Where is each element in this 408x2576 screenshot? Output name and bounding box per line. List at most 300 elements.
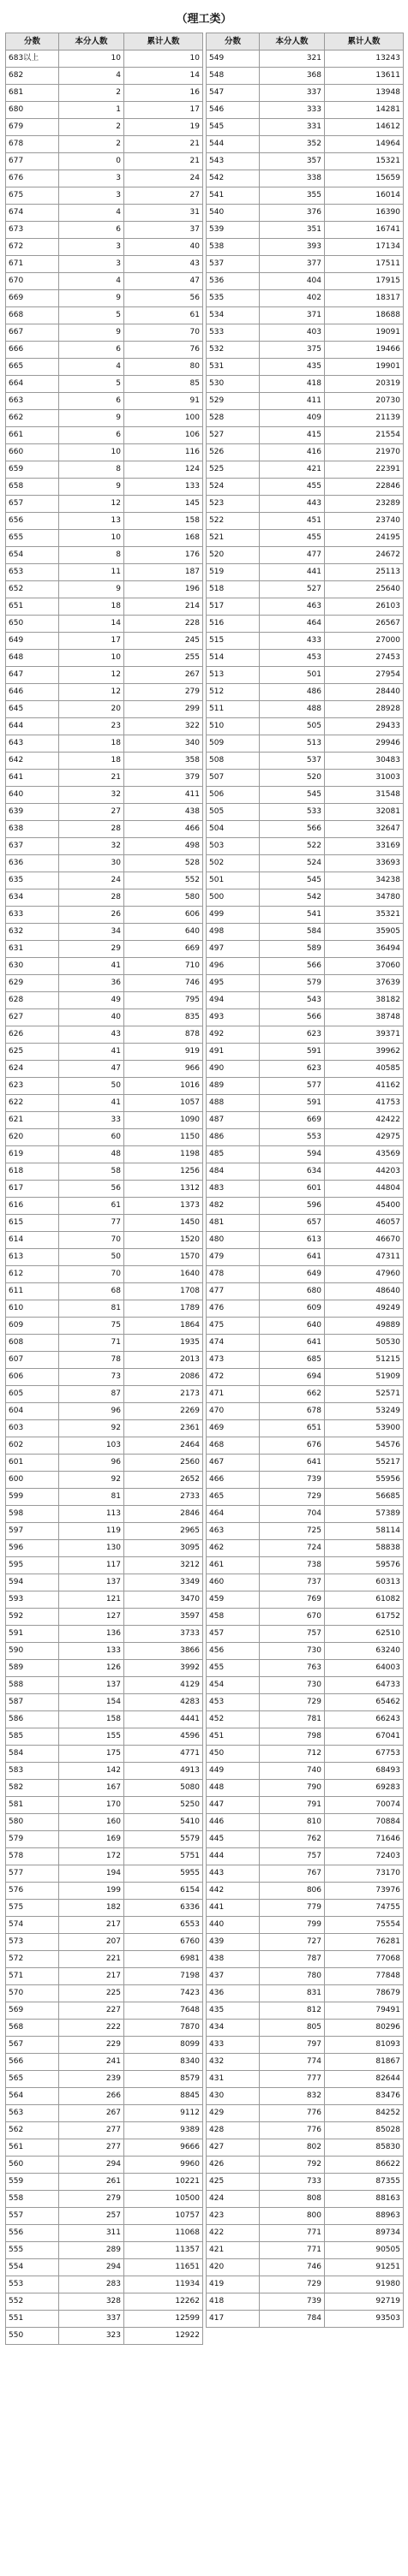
cell-score: 630	[6, 958, 59, 975]
table-row	[207, 1095, 404, 1112]
cell-cumulative: 1864	[124, 1318, 203, 1335]
table-row	[207, 1369, 404, 1386]
cell-score: 626	[6, 1026, 59, 1044]
cell-count: 241	[59, 2054, 124, 2071]
cell-count: 71	[59, 1335, 124, 1352]
cell-count: 172	[59, 1848, 124, 1865]
cell-score: 613	[6, 1249, 59, 1266]
cell-cumulative: 14612	[325, 119, 404, 136]
cell-score: 522	[207, 513, 260, 530]
cell-score: 547	[207, 85, 260, 102]
cell-count: 50	[59, 1249, 124, 1266]
table-row	[207, 1523, 404, 1540]
cell-count: 601	[260, 1181, 325, 1198]
cell-count: 577	[260, 1078, 325, 1095]
table-row	[6, 2225, 203, 2242]
table-row	[6, 1146, 203, 1163]
cell-cumulative: 40	[124, 239, 203, 256]
cell-score: 566	[6, 2054, 59, 2071]
table-row	[6, 838, 203, 855]
cell-cumulative: 6553	[124, 1917, 203, 1934]
cell-count: 676	[260, 1437, 325, 1455]
table-row	[6, 1643, 203, 1660]
cell-cumulative: 76	[124, 342, 203, 359]
cell-cumulative: 80	[124, 359, 203, 376]
cell-score: 479	[207, 1249, 260, 1266]
cell-cumulative: 43	[124, 256, 203, 273]
cell-count: 47	[59, 1061, 124, 1078]
cell-score: 594	[6, 1574, 59, 1591]
cell-count: 680	[260, 1283, 325, 1300]
cell-cumulative: 88963	[325, 2208, 404, 2225]
table-row	[6, 2037, 203, 2054]
cell-count: 357	[260, 153, 325, 170]
cell-cumulative: 77848	[325, 1968, 404, 1985]
cell-score: 504	[207, 821, 260, 838]
cell-score: 439	[207, 1934, 260, 1951]
cell-score: 478	[207, 1266, 260, 1283]
cell-count: 121	[59, 1591, 124, 1609]
table-row	[207, 1455, 404, 1472]
cell-count: 321	[260, 51, 325, 68]
cell-count: 130	[59, 1540, 124, 1557]
table-row	[6, 975, 203, 992]
cell-cumulative: 75554	[325, 1917, 404, 1934]
cell-cumulative: 85028	[325, 2122, 404, 2139]
table-row	[6, 1266, 203, 1283]
cell-score: 564	[6, 2088, 59, 2105]
table-row	[6, 513, 203, 530]
cell-count: 651	[260, 1420, 325, 1437]
cell-score: 420	[207, 2259, 260, 2276]
cell-score: 506	[207, 787, 260, 804]
cell-cumulative: 279	[124, 684, 203, 701]
table-row	[207, 616, 404, 633]
cell-score: 470	[207, 1403, 260, 1420]
cell-count: 799	[260, 1917, 325, 1934]
cell-score: 421	[207, 2242, 260, 2259]
cell-count: 28	[59, 821, 124, 838]
cell-cumulative: 51215	[325, 1352, 404, 1369]
table-row	[207, 1078, 404, 1095]
header-score: 分数	[6, 33, 59, 51]
cell-score: 521	[207, 530, 260, 547]
cell-count: 404	[260, 273, 325, 290]
cell-cumulative: 85	[124, 376, 203, 393]
table-row	[207, 239, 404, 256]
cell-score: 606	[6, 1369, 59, 1386]
cell-score: 432	[207, 2054, 260, 2071]
table-row	[6, 1318, 203, 1335]
cell-score: 592	[6, 1609, 59, 1626]
cell-cumulative: 48640	[325, 1283, 404, 1300]
table-row	[6, 1780, 203, 1797]
cell-cumulative: 79491	[325, 2002, 404, 2020]
table-row	[6, 68, 203, 85]
cell-count: 545	[260, 787, 325, 804]
table-row	[207, 85, 404, 102]
cell-count: 2	[59, 85, 124, 102]
table-row	[207, 2276, 404, 2293]
cell-score: 512	[207, 684, 260, 701]
table-row	[6, 1523, 203, 1540]
cell-score: 658	[6, 479, 59, 496]
cell-cumulative: 64733	[325, 1677, 404, 1694]
cell-score: 607	[6, 1352, 59, 1369]
cell-score: 535	[207, 290, 260, 307]
header-cumulative: 累计人数	[325, 33, 404, 51]
cell-count: 641	[260, 1335, 325, 1352]
cell-cumulative: 21970	[325, 444, 404, 461]
cell-cumulative: 27954	[325, 667, 404, 684]
table-row	[6, 1112, 203, 1129]
cell-count: 50	[59, 1078, 124, 1095]
cell-score: 429	[207, 2105, 260, 2122]
cell-cumulative: 80296	[325, 2020, 404, 2037]
cell-count: 533	[260, 804, 325, 821]
table-row	[6, 1660, 203, 1677]
cell-score: 428	[207, 2122, 260, 2139]
cell-cumulative: 9112	[124, 2105, 203, 2122]
cell-score: 433	[207, 2037, 260, 2054]
table-row	[6, 1763, 203, 1780]
cell-cumulative: 83476	[325, 2088, 404, 2105]
cell-cumulative: 92719	[325, 2293, 404, 2311]
cell-cumulative: 21	[124, 153, 203, 170]
cell-score: 662	[6, 410, 59, 427]
table-row	[207, 2293, 404, 2311]
cell-cumulative: 16	[124, 85, 203, 102]
table-row	[207, 1917, 404, 1934]
cell-score: 646	[6, 684, 59, 701]
cell-cumulative: 7423	[124, 1985, 203, 2002]
cell-count: 662	[260, 1386, 325, 1403]
table-row	[6, 941, 203, 958]
table-row	[207, 2054, 404, 2071]
cell-count: 75	[59, 1318, 124, 1335]
cell-cumulative: 3733	[124, 1626, 203, 1643]
table-row	[6, 1352, 203, 1369]
cell-score: 669	[6, 290, 59, 307]
table-row	[6, 410, 203, 427]
cell-count: 704	[260, 1506, 325, 1523]
cell-cumulative: 66243	[325, 1711, 404, 1728]
cell-score: 657	[6, 496, 59, 513]
cell-cumulative: 2733	[124, 1489, 203, 1506]
cell-cumulative: 38182	[325, 992, 404, 1009]
table-row	[6, 2328, 203, 2345]
cell-count: 266	[59, 2088, 124, 2105]
cell-count: 160	[59, 1814, 124, 1831]
table-row	[6, 1215, 203, 1232]
table-row	[207, 1386, 404, 1403]
table-body-left	[6, 51, 203, 2345]
cell-cumulative: 32081	[325, 804, 404, 821]
cell-cumulative: 878	[124, 1026, 203, 1044]
cell-count: 566	[260, 1009, 325, 1026]
cell-score: 661	[6, 427, 59, 444]
cell-count: 771	[260, 2225, 325, 2242]
cell-cumulative: 19901	[325, 359, 404, 376]
cell-cumulative: 81867	[325, 2054, 404, 2071]
cell-cumulative: 10	[124, 51, 203, 68]
cell-count: 68	[59, 1283, 124, 1300]
cell-score: 508	[207, 753, 260, 770]
cell-score: 462	[207, 1540, 260, 1557]
cell-cumulative: 40585	[325, 1061, 404, 1078]
table-row	[6, 2208, 203, 2225]
cell-score: 558	[6, 2191, 59, 2208]
cell-score: 501	[207, 872, 260, 889]
table-row	[6, 770, 203, 787]
cell-count: 113	[59, 1506, 124, 1523]
cell-cumulative: 145	[124, 496, 203, 513]
table-row	[6, 170, 203, 187]
cell-cumulative: 358	[124, 753, 203, 770]
cell-count: 194	[59, 1865, 124, 1883]
cell-count: 831	[260, 1985, 325, 2002]
cell-cumulative: 4771	[124, 1746, 203, 1763]
cell-score: 650	[6, 616, 59, 633]
table-row	[6, 992, 203, 1009]
cell-count: 411	[260, 393, 325, 410]
cell-score: 614	[6, 1232, 59, 1249]
table-row	[6, 222, 203, 239]
cell-count: 4	[59, 273, 124, 290]
cell-score: 616	[6, 1198, 59, 1215]
table-row	[6, 701, 203, 718]
cell-cumulative: 58838	[325, 1540, 404, 1557]
cell-count: 28	[59, 889, 124, 907]
cell-score: 586	[6, 1711, 59, 1728]
cell-cumulative: 1789	[124, 1300, 203, 1318]
cell-count: 738	[260, 1557, 325, 1574]
cell-cumulative: 45400	[325, 1198, 404, 1215]
cell-score: 633	[6, 907, 59, 924]
table-row	[6, 1044, 203, 1061]
cell-cumulative: 14	[124, 68, 203, 85]
cell-count: 634	[260, 1163, 325, 1181]
table-row	[6, 1009, 203, 1026]
table-row	[207, 1472, 404, 1489]
cell-cumulative: 84252	[325, 2105, 404, 2122]
cell-score: 509	[207, 735, 260, 753]
cell-score: 672	[6, 239, 59, 256]
cell-count: 167	[59, 1780, 124, 1797]
cell-count: 739	[260, 2293, 325, 2311]
cell-score: 623	[6, 1078, 59, 1095]
cell-cumulative: 23740	[325, 513, 404, 530]
cell-score: 536	[207, 273, 260, 290]
table-row	[207, 1574, 404, 1591]
cell-score: 440	[207, 1917, 260, 1934]
cell-score: 505	[207, 804, 260, 821]
table-row	[6, 102, 203, 119]
cell-count: 32	[59, 838, 124, 855]
cell-cumulative: 49249	[325, 1300, 404, 1318]
cell-cumulative: 59576	[325, 1557, 404, 1574]
cell-count: 87	[59, 1386, 124, 1403]
cell-count: 81	[59, 1300, 124, 1318]
table-row	[207, 753, 404, 770]
cell-cumulative: 91980	[325, 2276, 404, 2293]
cell-cumulative: 196	[124, 581, 203, 598]
table-row	[6, 2259, 203, 2276]
cell-score: 602	[6, 1437, 59, 1455]
cell-count: 5	[59, 376, 124, 393]
cell-cumulative: 10757	[124, 2208, 203, 2225]
table-row	[207, 1061, 404, 1078]
cell-score: 443	[207, 1865, 260, 1883]
cell-score: 476	[207, 1300, 260, 1318]
cell-score: 682	[6, 68, 59, 85]
table-row	[6, 1403, 203, 1420]
cell-count: 791	[260, 1797, 325, 1814]
cell-cumulative: 1198	[124, 1146, 203, 1163]
cell-score: 497	[207, 941, 260, 958]
cell-count: 589	[260, 941, 325, 958]
cell-score: 667	[6, 324, 59, 342]
cell-cumulative: 795	[124, 992, 203, 1009]
table-row	[207, 2157, 404, 2174]
cell-count: 486	[260, 684, 325, 701]
cell-cumulative: 13611	[325, 68, 404, 85]
cell-count: 21	[59, 770, 124, 787]
cell-cumulative: 2652	[124, 1472, 203, 1489]
table-row	[207, 992, 404, 1009]
cell-score: 585	[6, 1728, 59, 1746]
cell-cumulative: 64003	[325, 1660, 404, 1677]
cell-score: 490	[207, 1061, 260, 1078]
cell-cumulative: 82644	[325, 2071, 404, 2088]
table-row	[6, 1369, 203, 1386]
table-row	[207, 581, 404, 598]
cell-cumulative: 19091	[325, 324, 404, 342]
cell-score: 511	[207, 701, 260, 718]
cell-cumulative: 65462	[325, 1694, 404, 1711]
cell-score: 636	[6, 855, 59, 872]
cell-cumulative: 21139	[325, 410, 404, 427]
cell-score: 469	[207, 1420, 260, 1437]
cell-cumulative: 4441	[124, 1711, 203, 1728]
cell-count: 729	[260, 2276, 325, 2293]
cell-count: 337	[59, 2311, 124, 2328]
table-row	[207, 941, 404, 958]
cell-count: 225	[59, 1985, 124, 2002]
table-row	[6, 1609, 203, 1626]
cell-cumulative: 24672	[325, 547, 404, 564]
cell-score: 452	[207, 1711, 260, 1728]
cell-score: 538	[207, 239, 260, 256]
cell-count: 537	[260, 753, 325, 770]
cell-score: 537	[207, 256, 260, 273]
cell-count: 685	[260, 1352, 325, 1369]
cell-count: 455	[260, 479, 325, 496]
cell-count: 522	[260, 838, 325, 855]
cell-cumulative: 14964	[325, 136, 404, 153]
cell-count: 32	[59, 787, 124, 804]
cell-score: 464	[207, 1506, 260, 1523]
cell-score: 627	[6, 1009, 59, 1026]
cell-count: 806	[260, 1883, 325, 1900]
table-row	[6, 2157, 203, 2174]
cell-cumulative: 11651	[124, 2259, 203, 2276]
cell-cumulative: 11357	[124, 2242, 203, 2259]
table-row	[207, 1026, 404, 1044]
cell-count: 2	[59, 136, 124, 153]
cell-score: 510	[207, 718, 260, 735]
cell-count: 727	[260, 1934, 325, 1951]
cell-count: 2	[59, 119, 124, 136]
table-row	[207, 1437, 404, 1455]
cell-cumulative: 12262	[124, 2293, 203, 2311]
cell-count: 402	[260, 290, 325, 307]
cell-score: 555	[6, 2242, 59, 2259]
cell-count: 136	[59, 1626, 124, 1643]
table-row	[207, 1163, 404, 1181]
cell-score: 595	[6, 1557, 59, 1574]
cell-cumulative: 528	[124, 855, 203, 872]
cell-score: 491	[207, 1044, 260, 1061]
cell-score: 459	[207, 1591, 260, 1609]
cell-cumulative: 32647	[325, 821, 404, 838]
cell-count: 70	[59, 1232, 124, 1249]
table-row	[207, 1780, 404, 1797]
cell-cumulative: 411	[124, 787, 203, 804]
table-row	[207, 1232, 404, 1249]
cell-score: 484	[207, 1163, 260, 1181]
cell-count: 18	[59, 598, 124, 616]
table-row	[207, 444, 404, 461]
cell-count: 277	[59, 2139, 124, 2157]
cell-score: 601	[6, 1455, 59, 1472]
cell-cumulative: 53900	[325, 1420, 404, 1437]
table-row	[207, 718, 404, 735]
cell-count: 24	[59, 872, 124, 889]
cell-cumulative: 15321	[325, 153, 404, 170]
cell-score: 499	[207, 907, 260, 924]
table-row	[207, 187, 404, 205]
cell-count: 524	[260, 855, 325, 872]
table-row	[207, 1900, 404, 1917]
cell-count: 6	[59, 427, 124, 444]
cell-count: 337	[260, 85, 325, 102]
cell-cumulative: 5955	[124, 1865, 203, 1883]
cell-cumulative: 379	[124, 770, 203, 787]
cell-score: 654	[6, 547, 59, 564]
cell-count: 328	[59, 2293, 124, 2311]
score-table-left	[5, 33, 203, 2345]
cell-score: 635	[6, 872, 59, 889]
table-row	[6, 2293, 203, 2311]
cell-cumulative: 3349	[124, 1574, 203, 1591]
cell-cumulative: 34780	[325, 889, 404, 907]
cell-score: 455	[207, 1660, 260, 1677]
cell-score: 674	[6, 205, 59, 222]
cell-count: 729	[260, 1489, 325, 1506]
cell-score: 587	[6, 1694, 59, 1711]
table-row	[207, 2259, 404, 2276]
cell-count: 142	[59, 1763, 124, 1780]
cell-score: 523	[207, 496, 260, 513]
cell-cumulative: 1450	[124, 1215, 203, 1232]
cell-count: 377	[260, 256, 325, 273]
table-row	[207, 2037, 404, 2054]
cell-count: 566	[260, 958, 325, 975]
cell-cumulative: 93503	[325, 2311, 404, 2328]
cell-count: 217	[59, 1968, 124, 1985]
cell-score: 423	[207, 2208, 260, 2225]
